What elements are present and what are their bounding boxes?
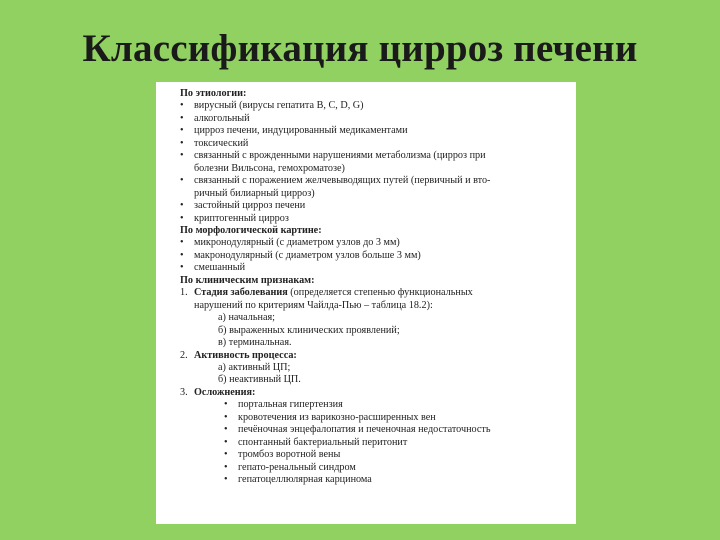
list-item: • макронодулярный (с диаметром узлов больше 3 мм) [180, 250, 566, 262]
list-item-continuation: болезни Вильсона, гемохроматозе) [194, 162, 345, 174]
complications-item [180, 387, 566, 399]
classification-document [156, 82, 576, 524]
stage-description: (определяется степенью функциональных [287, 287, 473, 299]
stage-option: в) терминальная. [218, 337, 292, 349]
list-item: • цирроз печени, индуцированный медикаментами [180, 125, 566, 137]
activity-item [180, 350, 566, 362]
complication-item: • кровотечения из варикозно-расширенных вен [180, 412, 566, 424]
list-item: • связанный с поражением желчевыводящих путей (первичный и вто- [180, 175, 566, 187]
list-item: • вирусный (вирусы гепатита В, С, D, G) [180, 100, 566, 112]
item-number: 2. [180, 349, 188, 361]
stage-option: б) выраженных клинических проявлений; [218, 324, 400, 336]
stage-item [180, 287, 566, 299]
stage-title: Стадия заболевания [194, 287, 288, 299]
activity-option: а) активный ЦП; [218, 361, 291, 373]
list-item: • застойный цирроз печени [180, 200, 566, 212]
slide-title: Классификация цирроз печени [82, 27, 638, 70]
etiology-heading: По этиологии: [180, 88, 247, 99]
activity-title: Активность процесса: [194, 349, 297, 361]
complication-item: • тромбоз воротной вены [180, 449, 566, 461]
complications-title: Осложнения: [194, 386, 256, 398]
morphology-heading: По морфологической картине: [180, 224, 322, 236]
list-item-continuation: ричный билиарный цирроз) [194, 187, 315, 199]
complication-item: • спонтанный бактериальный перитонит [180, 437, 566, 449]
complication-item: • портальная гипертензия [180, 399, 566, 411]
clinical-heading: По клиническим признакам: [180, 274, 315, 286]
activity-option: б) неактивный ЦП. [218, 374, 301, 386]
item-number: 3. [180, 386, 188, 398]
complication-item: • печёночная энцефалопатия и печеночная недостаточность [180, 424, 566, 436]
list-item: • токсический [180, 138, 566, 150]
list-item: • микронодулярный (с диаметром узлов до 3 мм) [180, 237, 566, 249]
list-item: • криптогенный цирроз [180, 213, 566, 225]
item-number: 1. [180, 287, 188, 299]
list-item: • алкогольный [180, 113, 566, 125]
complication-item: • гепато-ренальный синдром [180, 462, 566, 474]
stage-description-line2: нарушений по критериям Чайлда-Пью – таблица 18.2): [194, 299, 433, 311]
list-item: • смешанный [180, 262, 566, 274]
stage-option: а) начальная; [218, 312, 275, 324]
list-item: • связанный с врожденными нарушениями метаболизма (цирроз при [180, 150, 566, 162]
complication-item: • гепатоцеллюлярная карцинома [180, 474, 566, 486]
